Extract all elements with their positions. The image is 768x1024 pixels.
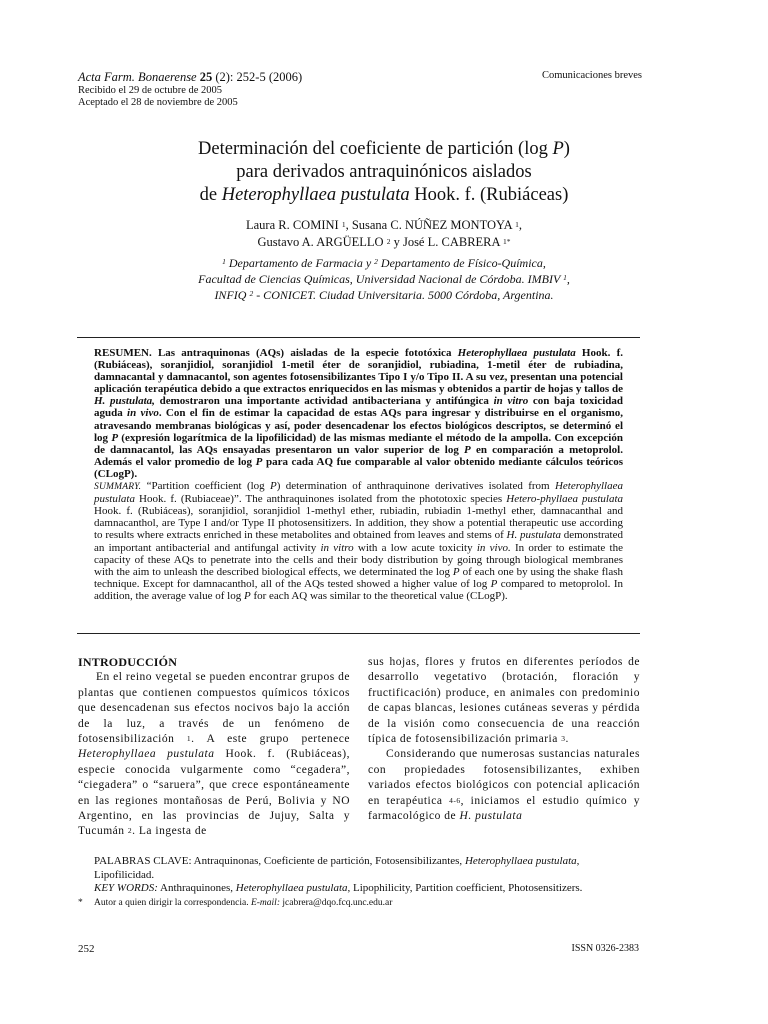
email-link[interactable]: jcabrera@dqo.fcq.unc.edu.ar [280, 898, 393, 908]
author-list: Laura R. COMINI $^1$, Susana C. NÚÑEZ MONTOYA $^1$, Gustavo A. ARGÜELLO $^2$ y José L. CABRERA $^{1*}$ [245, 218, 522, 249]
intro-paragraph-2: Considerando que numerosas sustancias naturales con propiedades fotosensibilizantes, exhiben variados efectos biológicos con potencial aplicación en terapéutica $^{4-6}$, iniciamos el estudio químico y farmacológico de H. pustulata [368, 748, 640, 823]
palabras-clave: PALABRAS CLAVE: Antraquinonas, Coeficiente de partición, Fotosensibilizantes, Heterophyllaea pustulata, Lipofilicidad. [94, 855, 580, 881]
section-label: Comunicaciones breves [541, 70, 642, 81]
abstract-top-rule [77, 337, 640, 338]
article-title: Determinación del coeficiente de partición (log P) para derivados antraquinónicos aislados de Heterophyllaea pustulata Hook. f. (Rubiáceas) [198, 139, 570, 205]
accepted-date: Aceptado el 28 de noviembre de 2005 [78, 97, 238, 108]
intro-paragraph-1-continued: sus hojas, flores y frutos en diferentes períodos de desarrollo vegetativo (brotación, floración y fructificación) produce, en animales con predominio de capas blancas, lesiones cutáneas severas y pérdida de la visión como consecuencia de una reacción típica de fotosensibilización primaria $^3$. [368, 656, 640, 746]
correspondence-footnote: * Autor a quien dirigir la correspondencia. E-mail: jcabrera@dqo.fcq.unc.edu.ar [78, 898, 393, 908]
journal-header [78, 70, 478, 109]
journal-citation: Acta Farm. Bonaerense 25 (2): 252-5 (2006) [78, 70, 303, 84]
affiliations: $^1$ Departamento de Farmacia y $^2$ Departamento de Físico-Química, Facultad de Ciencias Químicas, Universidad Nacional de Córdoba. IMBIV $^1$, INFIQ $^2$ - CONICET. Ciudad Universitaria. 5000 Córdoba, Argentina. [198, 256, 570, 302]
page-number: 252 [78, 943, 95, 955]
abstract [94, 347, 623, 602]
section-heading-introduccion: INTRODUCCIÓN [78, 655, 178, 669]
intro-left-column [78, 655, 350, 840]
keywords [94, 855, 634, 896]
received-date: Recibido el 29 de octubre de 2005 [78, 85, 223, 96]
key-words: KEY WORDS: Anthraquinones, Heterophyllaea pustulata, Lipophilicity, Partition coefficient, Photosensitizers. [94, 882, 583, 894]
resumen-text: RESUMEN. Las antraquinonas (AQs) aisladas de la especie fototóxica Heterophyllaea pustulata Hook. f. (Rubiáceas), soranjidiol, soranjidiol 1-metil éter de soranjidiol, rubiadina, 1-metil éter de rubiadina, damnacantal y damnacantol, son agentes fotosensibilizantes Tipo I y/o Tipo II. A su vez, presentan una potencial aplicación terapéutica debido a que extractos enriquecidos en las mismas y obtenidos a partir de hojas y tallos de H. pustulata, demostraron una importante actividad antibacteriana y antifúngica in vitro con baja toxicidad aguda in vivo. Con el fin de estimar la capacidad de estas AQs para ingresar y distribuirse en el organismo, atravesando membranas biológicas y así, poder desencadenar los efectos biológicos descriptos, se determinó el log P (expresión logarítmica de la lipofilicidad) de las mismas mediante el método de la ampolla. Con excepción de damnacantol, las AQs ensayadas presentaron un valor superior de log P en comparación a metoprolol. Además el valor promedio de log P para cada AQ fue comparable al valor obtenido mediante cálculos teóricos (CLogP). [94, 347, 623, 480]
summary-text: SUMMARY. “Partition coefficient (log P) determination of anthraquinone derivatives isolated from Heterophyllaea pustulata Hook. f. (Rubiaceae)”. The anthraquinones isolated from the phototoxic species Hetero-phyllaea pustulata Hook. f. (Rubiáceas), soranjidiol, soranjidiol 1-methyl ether, rubiadin, rubiadin 1-methyl ether, damnacanthal and damnacanthol, are Type I and/or Type II photosensitizers. In addition, they show a potential therapeutic use according to results where extracts enriched in these metabolites and obtained from leaves and stems of H. pustulata demonstrated an important antibacterial and antifungal activity in vitro with a low acute toxicity in vivo. In order to estimate the capacity of these AQs to penetrate into the cells and their body distribution by going through biological membranes with the aim to unleash the described biological effects, we determinated the log P of each one by using the shake flash technique. Except for damnacanthol, all of the AQs tested showed a higher value of log P compared to metoprolol. In addition, the average value of log P for each AQ was similar to the theoretical value (CLogP). [94, 480, 623, 602]
intro-paragraph-1: En el reino vegetal se pueden encontrar grupos de plantas que contienen compuestos químicos tóxicos que desencadenan sus efectos nocivos bajo la acción de la luz, a través de un fenómeno de fotosensibilización $^1$. A este grupo pertenece Heterophyllaea pustulata Hook. f. (Rubiáceas), especie conocida vulgarmente como “cegadera”, “ciegadera” o “saruera”, que crece espontáneamente en las regiones montañosas de Perú, Bolivia y NO Argentino, en las provincias de Jujuy, Salta y Tucumán $^2$. La ingesta de [78, 671, 350, 838]
intro-right-column [368, 655, 640, 824]
issn: ISSN 0326-2383 [571, 943, 639, 954]
abstract-bottom-rule [77, 633, 640, 634]
